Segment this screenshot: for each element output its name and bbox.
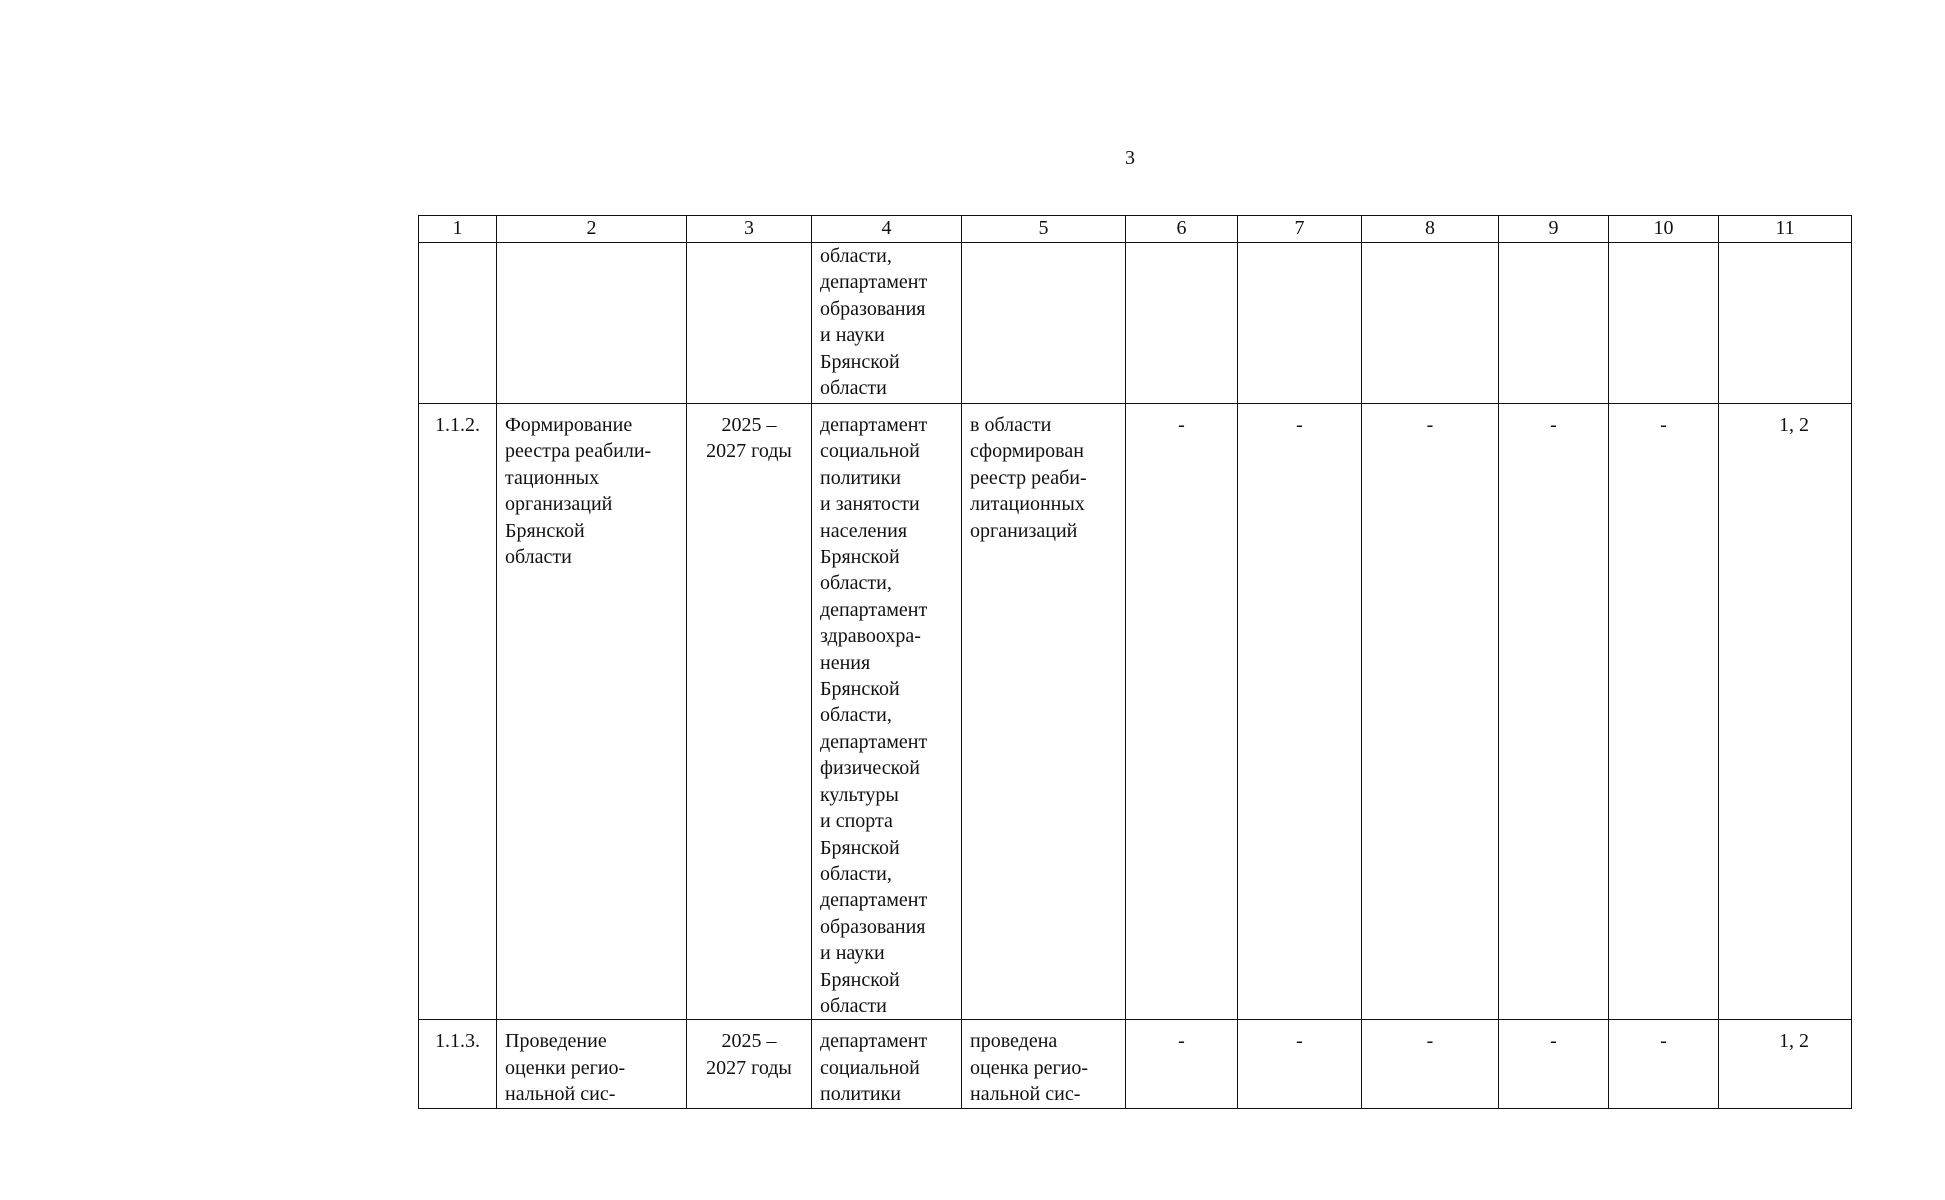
header-cell-9: 9: [1499, 216, 1609, 243]
row-col-9: -: [1499, 1020, 1609, 1108]
table-row-continued: [419, 243, 1852, 404]
header-cell-5: 5: [962, 216, 1126, 243]
header-cell-7: 7: [1238, 216, 1362, 243]
header-cell-2: 2: [497, 216, 687, 243]
row-col-11: [1719, 243, 1852, 404]
header-cell-3: 3: [687, 216, 812, 243]
row-col-9: -: [1499, 404, 1609, 1020]
row-responsible: области, департамент образования и науки Брянской области: [812, 243, 962, 404]
row-col-11: 1, 2: [1719, 404, 1852, 1020]
row-col-8: [1362, 243, 1499, 404]
row-col-6: [1126, 243, 1238, 404]
row-name: [497, 243, 687, 404]
row-number: 1.1.3.: [419, 1020, 497, 1108]
row-responsible: департамент социальной политики: [812, 1020, 962, 1108]
row-col-7: -: [1238, 1020, 1362, 1108]
row-result: [962, 243, 1126, 404]
row-name: Формирование реестра реабили- тационных организаций Брянской области: [497, 404, 687, 1020]
row-col-10: [1609, 243, 1719, 404]
row-result: в области сформирован реестр реаби- литационных организаций: [962, 404, 1126, 1020]
header-cell-4: 4: [812, 216, 962, 243]
row-col-9: [1499, 243, 1609, 404]
row-col-10: -: [1609, 404, 1719, 1020]
page-number: 3: [1125, 147, 1135, 169]
row-col-7: [1238, 243, 1362, 404]
row-number: 1.1.2.: [419, 404, 497, 1020]
row-col-8: -: [1362, 1020, 1499, 1108]
row-col-7: -: [1238, 404, 1362, 1020]
header-cell-1: 1: [419, 216, 497, 243]
header-cell-11: 11: [1719, 216, 1852, 243]
row-col-6: -: [1126, 1020, 1238, 1108]
row-responsible: департамент социальной политики и занятости населения Брянской области, департамент здравоохра- нения Брянской области, департамент физической культуры и спорта Брянской области, департамент образования и науки Брянской области: [812, 404, 962, 1020]
table-row-1-1-2: [419, 404, 1852, 1020]
row-number: [419, 243, 497, 404]
row-period: 2025 – 2027 годы: [687, 1020, 812, 1108]
row-result: проведена оценка регио- нальной сис-: [962, 1020, 1126, 1108]
header-cell-6: 6: [1126, 216, 1238, 243]
plan-table: [418, 215, 1852, 1109]
header-cell-10: 10: [1609, 216, 1719, 243]
row-period: [687, 243, 812, 404]
row-col-8: -: [1362, 404, 1499, 1020]
row-col-10: -: [1609, 1020, 1719, 1108]
table-row-1-1-3: [419, 1020, 1852, 1108]
row-col-11: 1, 2: [1719, 1020, 1852, 1108]
row-period: 2025 – 2027 годы: [687, 404, 812, 1020]
row-name: Проведение оценки регио- нальной сис-: [497, 1020, 687, 1108]
row-col-6: -: [1126, 404, 1238, 1020]
header-row: [419, 216, 1852, 243]
header-cell-8: 8: [1362, 216, 1499, 243]
